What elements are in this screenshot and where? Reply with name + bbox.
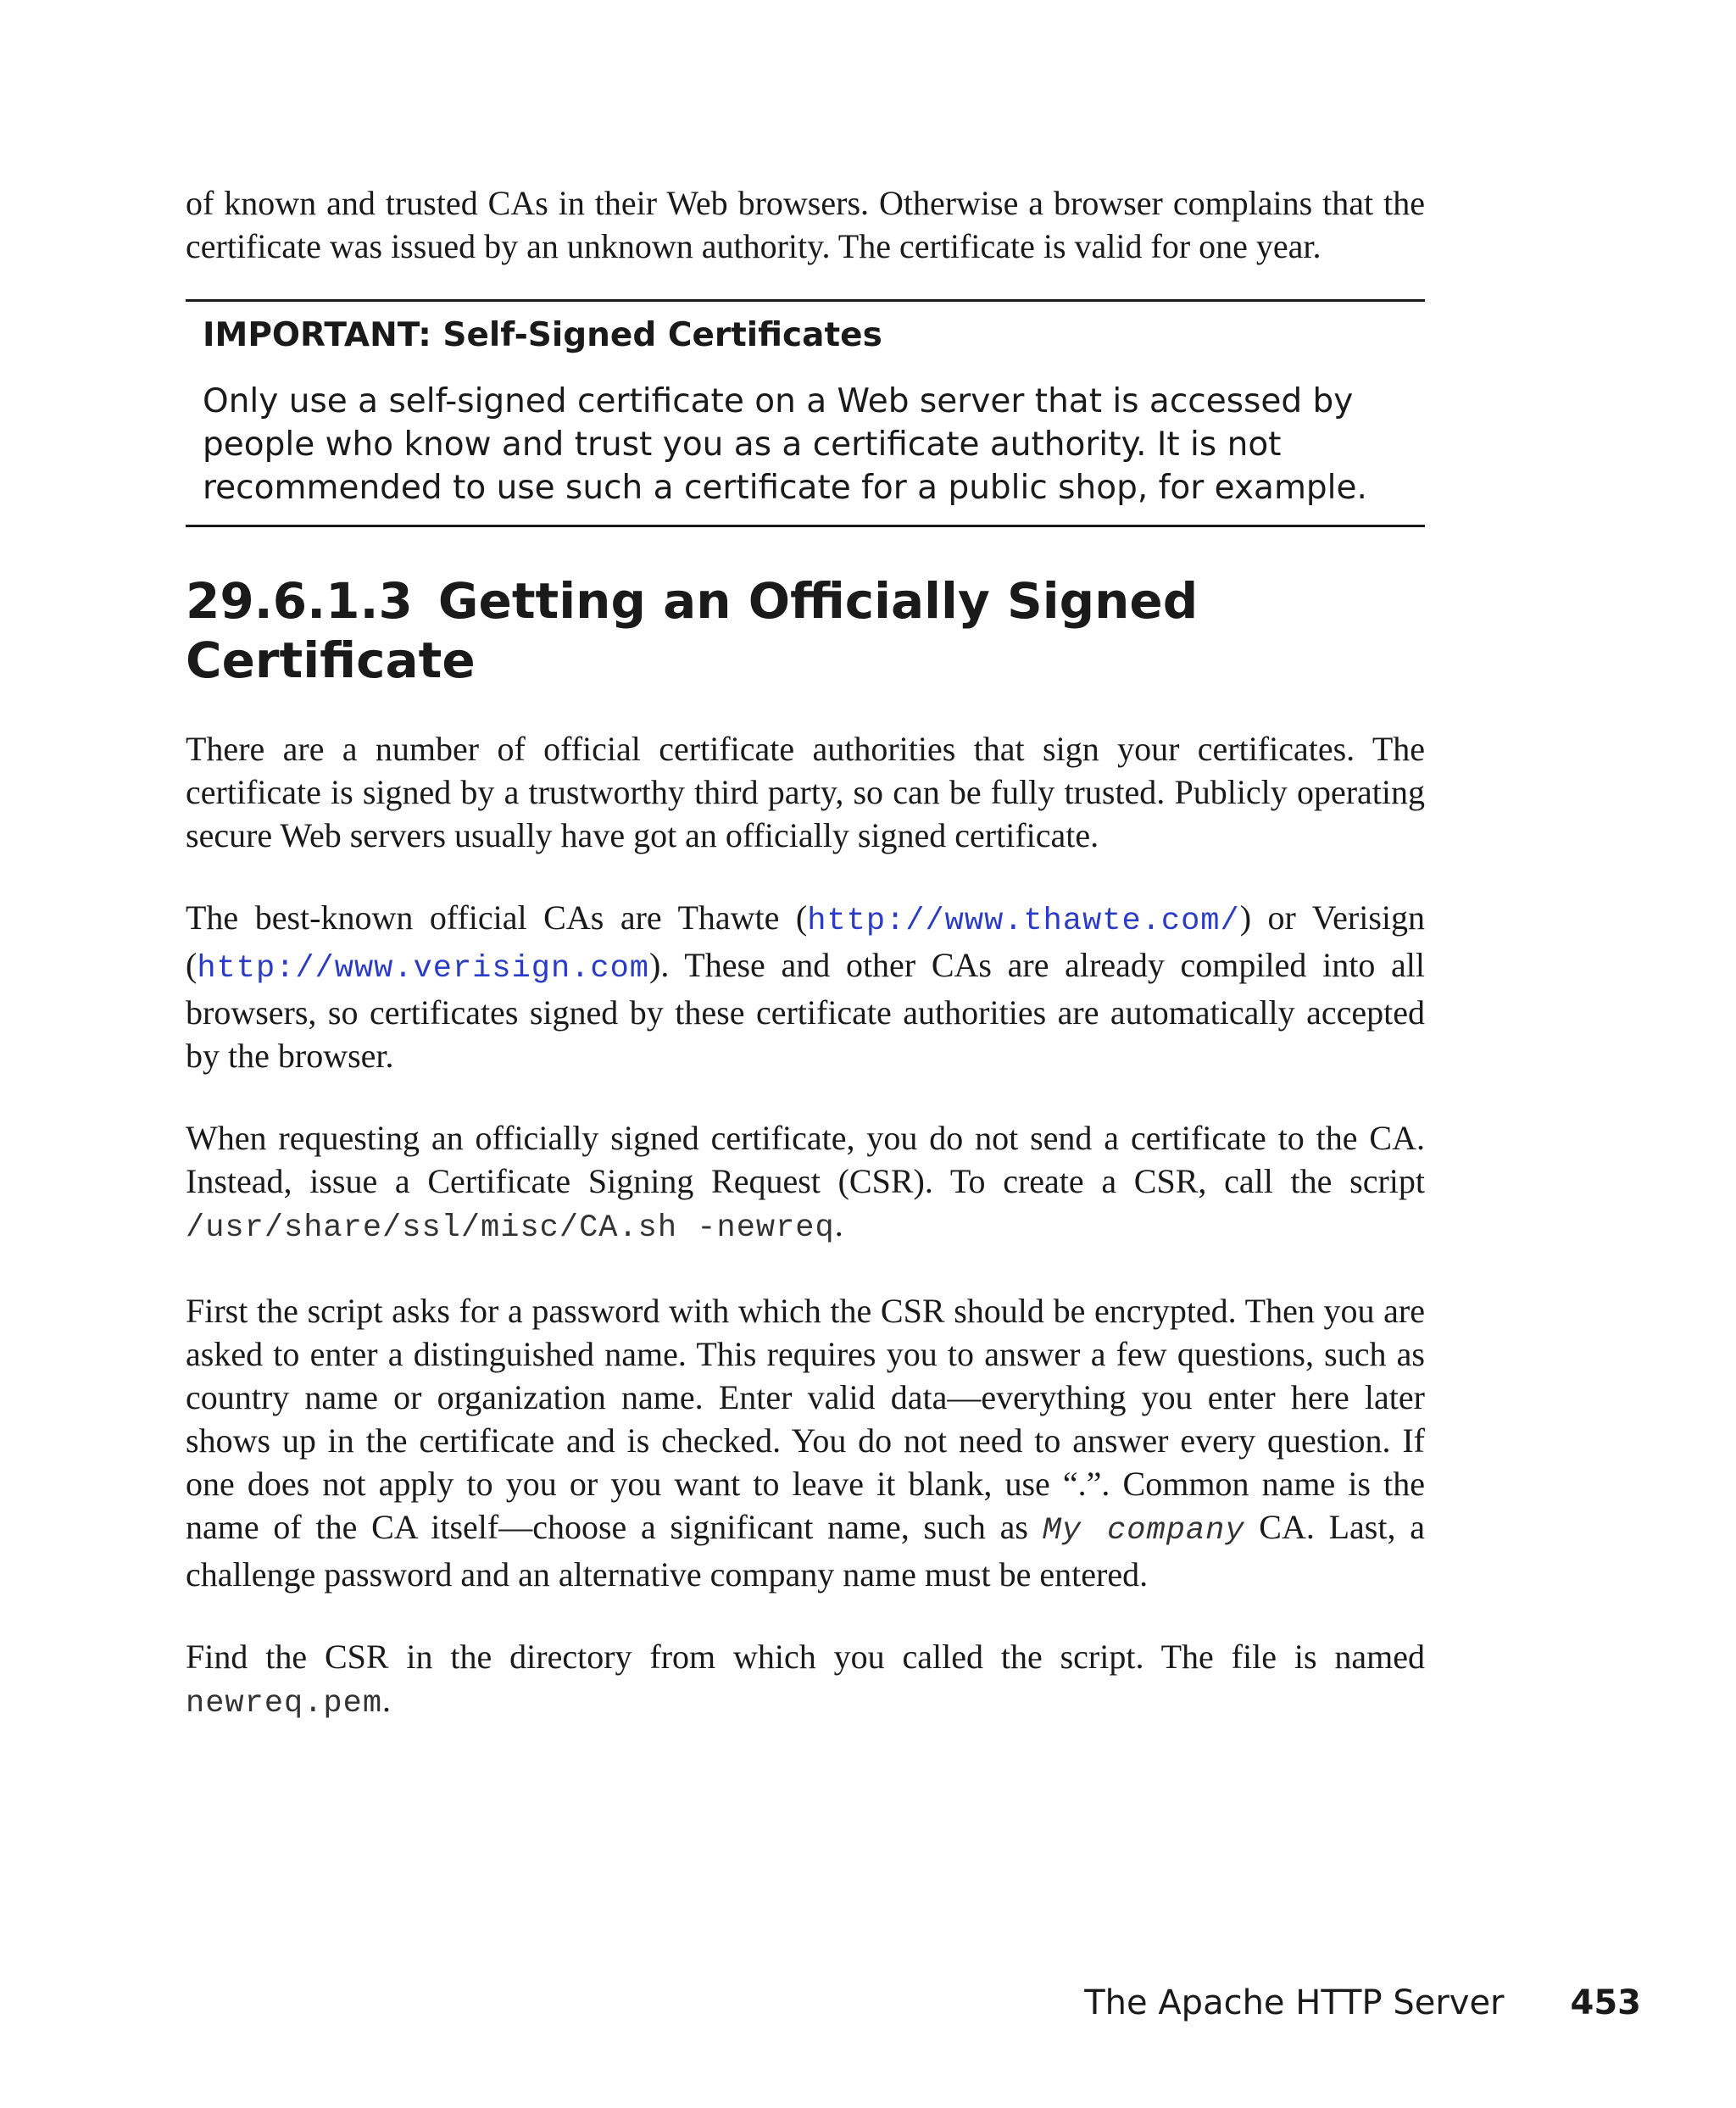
- thawte-link[interactable]: http://www.thawte.com/: [807, 904, 1240, 939]
- page-footer: [1084, 1981, 1641, 2025]
- company-name-code: My company: [1042, 1513, 1245, 1549]
- section-number: 29.6.1.3: [186, 572, 413, 630]
- paragraph-csr-location: [186, 1635, 1425, 1726]
- script-path-code: /usr/share/ssl/misc/CA.sh -newreq: [186, 1210, 835, 1246]
- page-number: 453: [1570, 1983, 1641, 2022]
- paragraph-text: .: [834, 1205, 843, 1243]
- paragraph-text: CA. Last, a challenge password and an alternative company name must be entered.: [186, 1508, 1426, 1594]
- paragraph-text: First the script asks for a password with which the CSR should be encrypted. Then you are asked to enter a distinguished name. This requires you to answer a few questions, such as country name or organization name. Enter valid data—everything you enter here later shows up in the certificate and is checked. You do not need to answer every question. If one does not apply to you or you want to leave it blank, use “.”. Common name is the name of the CA itself—choose a significant name, such as: [186, 1292, 1425, 1546]
- filename-code: newreq.pem: [186, 1686, 383, 1721]
- paragraph-text: .: [382, 1681, 392, 1719]
- verisign-link[interactable]: http://www.verisign.com: [197, 951, 650, 987]
- paragraph-text: Find the CSR in the directory from which you called the script. The file is named: [186, 1638, 1425, 1676]
- paragraph-text: ) or Verisign (: [186, 898, 1425, 984]
- important-note-body: Only use a self-signed certificate on a Web server that is accessed by people who know and trust you as a certificate authority. It is not recommended to use such a certificate for a public shop, for example.: [203, 382, 1367, 507]
- paragraph-csr-script-steps: [186, 1289, 1425, 1596]
- paragraph-text: The best-known official CAs are Thawte (: [186, 898, 808, 937]
- section-title: Getting an Officially Signed Certificate: [186, 572, 1199, 689]
- paragraph-text: When requesting an officially signed certificate, you do not send a certificate to the CA. Instead, issue a Certificate Signing Request (CSR). To create a CSR, call the script: [186, 1119, 1425, 1200]
- paragraph-official-cas: There are a number of official certificate authorities that sign your certificates. The certificate is signed by a trustworthy third party, so can be fully trusted. Publicly operating secure Web servers usually have got an officially signed certificate.: [186, 730, 1425, 854]
- paragraph-csr-request: [186, 1116, 1425, 1250]
- page-content: [186, 181, 1425, 1726]
- intro-paragraph: of known and trusted CAs in their Web browsers. Otherwise a browser complains that the certificate was issued by an unknown authority. The certificate is valid for one year.: [186, 184, 1425, 265]
- important-note-title: IMPORTANT: Self-Signed Certificates: [203, 316, 882, 354]
- paragraph-best-known-cas: [186, 896, 1425, 1077]
- footer-title: The Apache HTTP Server: [1084, 1983, 1505, 2022]
- paragraph-text: ). These and other CAs are already compiled into all browsers, so certificates signed by these certificate authorities are automatically accepted by the browser.: [186, 946, 1425, 1075]
- important-note: [186, 299, 1425, 527]
- section-heading: [186, 571, 1425, 690]
